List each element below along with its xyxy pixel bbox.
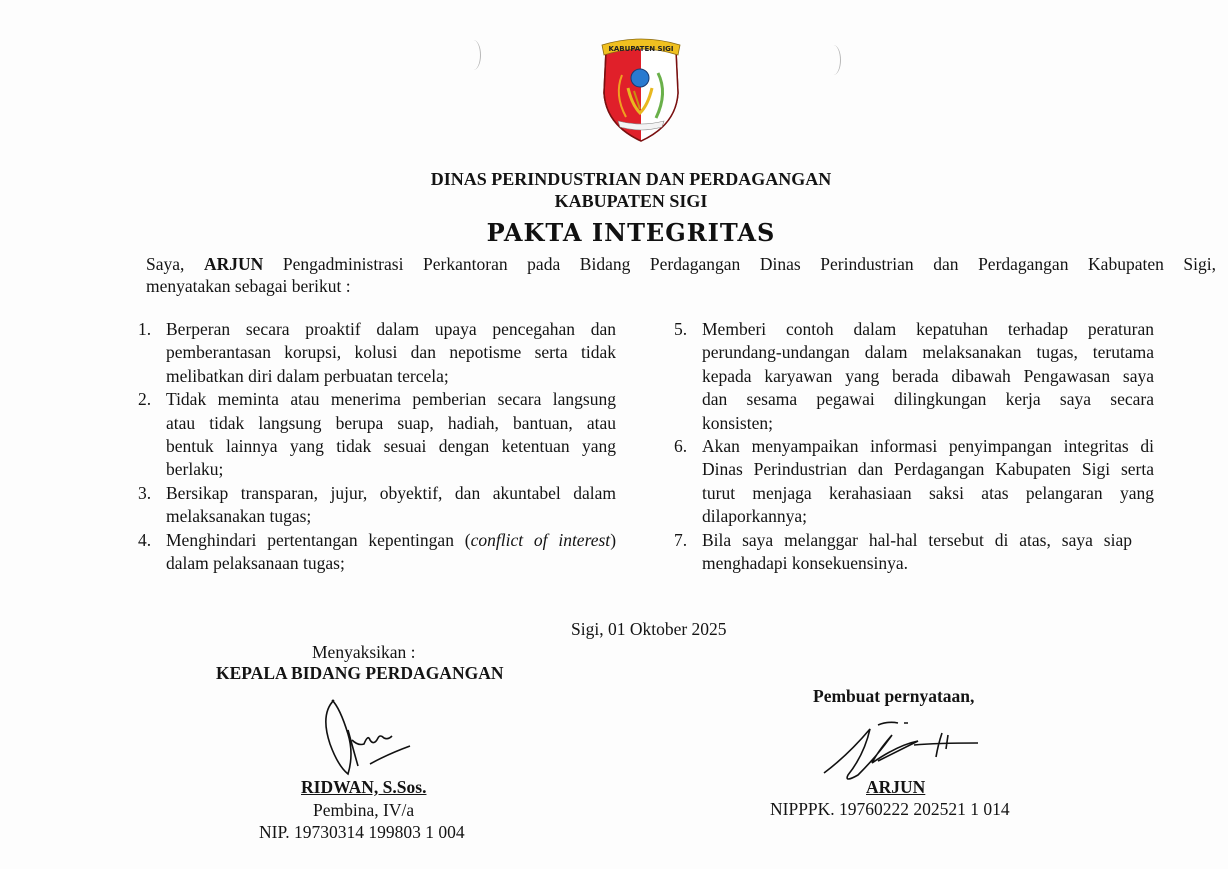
declarant-signature (818, 715, 988, 785)
item-line: melaksanakan tugas; (166, 506, 312, 527)
item-line: Memberi contoh dalam kepatuhan terhadap peraturan (702, 319, 1154, 339)
item-italic-text: conflict of interest (470, 529, 611, 550)
item-line: Bila saya melanggar hal-hal tersebut di atas, saya siap (702, 529, 1132, 550)
item-line: kepada karyawan yang berada dibawah Pengawasan saya (702, 365, 1154, 386)
item-line (166, 529, 616, 552)
declarant-nip: NIPPPK. 19760222 202521 1 014 (770, 799, 1010, 819)
logo-kabupaten-sigi (598, 33, 684, 143)
place-date: Sigi, 01 Oktober 2025 (571, 619, 727, 639)
witness-rank: Pembina, IV/a (313, 800, 415, 820)
list-item (674, 529, 1154, 576)
item-line: Berperan secara proaktif dalam upaya pencegahan dan (166, 319, 616, 339)
list-item (138, 529, 616, 576)
item-text: Menghindari pertentangan kepentingan ( (166, 529, 471, 550)
item-line: dilaporkannya; (702, 506, 807, 527)
item-line: konsisten; (702, 412, 773, 433)
witness-label: Menyaksikan : (312, 642, 416, 662)
regency-name: KABUPATEN SIGI (554, 191, 708, 211)
item-line: pemberantasan korupsi, kolusi dan nepotisme serta tidak (166, 342, 616, 363)
item-number: 7. (674, 529, 688, 550)
witness-nip: NIP. 19730314 199803 1 004 (259, 822, 465, 842)
intro-prefix: Saya, (146, 254, 185, 274)
item-text: ) (610, 529, 617, 550)
list-item (138, 318, 616, 388)
item-number: 6. (674, 436, 688, 457)
scan-mark (826, 45, 841, 75)
list-item (138, 482, 616, 529)
intro-line-1 (146, 253, 1216, 275)
item-line: atau tidak langsung berupa suap, hadiah, bantuan, atau (166, 412, 616, 433)
list-item (674, 318, 1154, 435)
logo-ribbon-text: KABUPATEN SIGI (608, 45, 674, 53)
item-line: bentuk lainnya yang tidak sesuai dengan ketentuan yang (166, 436, 616, 457)
item-number: 4. (138, 529, 152, 550)
intro-line-2: menyatakan sebagai berikut : (146, 276, 351, 296)
item-line: turut menjaga kerahasiaan saksi atas pelangaran yang (702, 482, 1154, 503)
list-item (674, 435, 1154, 529)
witness-position: KEPALA BIDANG PERDAGANGAN (216, 663, 504, 683)
item-line: dan sesama pegawai dilingkungan kerja saya secara (702, 389, 1154, 410)
intro-line1-rest: Pengadministrasi Perkantoran pada Bidang Perdagangan Dinas Perindustrian dan Perdagangan Kabupaten Sigi, (282, 254, 1217, 274)
intro-paragraph (146, 253, 1216, 297)
witness-signature (318, 694, 428, 784)
declarant-name: ARJUN (866, 777, 926, 797)
scan-mark (466, 40, 481, 70)
item-line: melibatkan diri dalam perbuatan tercela; (166, 365, 449, 386)
intro-name: ARJUN (204, 254, 264, 274)
document-title: PAKTA INTEGRITAS (486, 218, 776, 247)
commitments-right-column (674, 318, 1154, 575)
list-item (138, 388, 616, 482)
agency-name: DINAS PERINDUSTRIAN DAN PERDAGANGAN (430, 169, 832, 189)
item-line: Tidak meminta atau menerima pemberian secara langsung (166, 389, 616, 410)
item-number: 3. (138, 482, 152, 503)
declarant-label: Pembuat pernyataan, (813, 686, 975, 706)
item-line: perundang-undangan dalam melaksanakan tugas, terutama (702, 342, 1154, 363)
item-number: 5. (674, 319, 688, 339)
item-line: Bersikap transparan, jujur, obyektif, dan akuntabel dalam (166, 482, 616, 503)
witness-name: RIDWAN, S.Sos. (301, 777, 427, 797)
item-line: Dinas Perindustrian dan Perdagangan Kabupaten Sigi serta (702, 459, 1154, 480)
item-number: 2. (138, 389, 152, 410)
item-line: Akan menyampaikan informasi penyimpangan integritas di (702, 436, 1154, 457)
item-line: menghadapi konsekuensinya. (702, 553, 909, 574)
item-number: 1. (138, 319, 152, 339)
item-line: dalam pelaksanaan tugas; (166, 553, 345, 574)
commitments-left-column (138, 318, 616, 575)
item-line: berlaku; (166, 459, 224, 480)
